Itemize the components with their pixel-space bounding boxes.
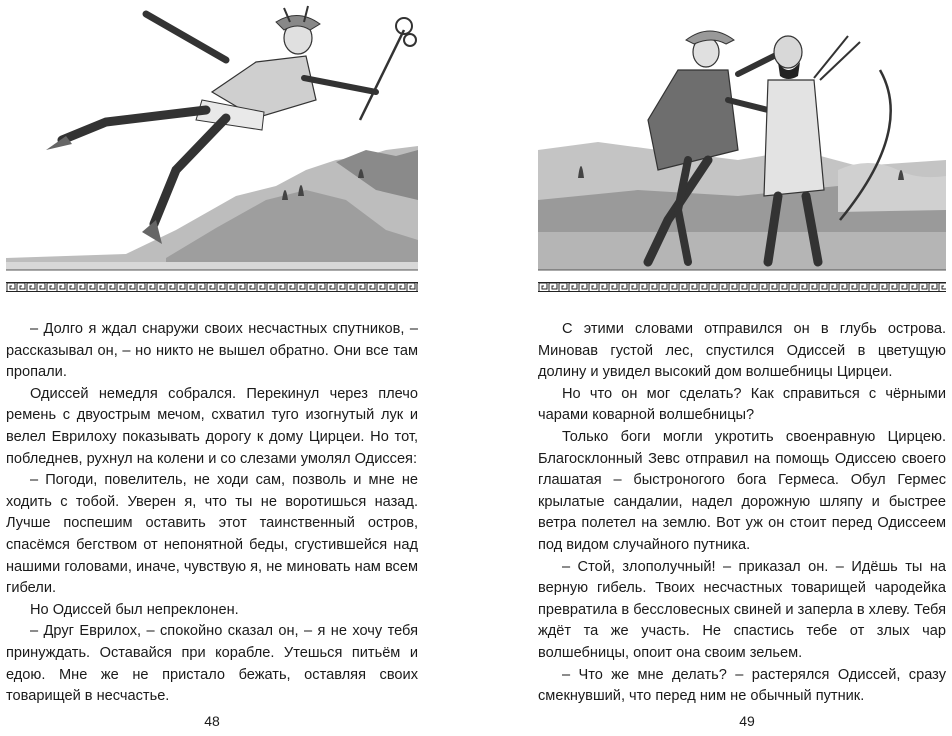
paragraph: Одиссей немедля собрался. Перекинул через плечо ремень с двуострым мечом, схватил туго изогнутый лук и велел Еврилоху показывать дорогу к дому Цирцеи. Но тот, побледнев, рухнул на колени и со слезами умолял Одиссея:: [6, 385, 418, 467]
paragraph: – Погоди, повелитель, не ходи сам, позволь и мне не ходить с тобой. Уверен я, что ты не воротишься назад. Лучше поспешим оставить этот таинственный остров, спасёмся бегством от непонятной беды, сгустившейся над нашими головами, иначе, чувствую я, не миновать нам всем гибели.: [6, 472, 418, 597]
right-page: [476, 0, 952, 736]
paragraph: – Друг Еврилох, – спокойно сказал он, – я не хочу тебя принуждать. Оставайся при корабле. Утешься питьём и едою. Мне же не пристало бежать, оставляя своих товарищей в несчастье.: [6, 623, 418, 705]
paragraph: Но Одиссей был непреклонен.: [30, 601, 239, 618]
right-page-text: [538, 319, 946, 708]
page-number: 49: [739, 713, 755, 729]
hermes-meets-odysseus-illustration: [538, 0, 946, 282]
paragraph: Но что он мог сделать? Как справиться с чёрными чарами коварной волшебницы?: [538, 385, 946, 424]
paragraph: – Что же мне делать? – растерялся Одиссей, сразу смекнувший, что перед ним не обычный путник.: [538, 666, 946, 705]
greek-key-border: [538, 282, 946, 292]
greek-key-border: [6, 282, 418, 292]
paragraph: С этими словами отправился он в глубь острова. Миновав густой лес, спустился Одиссей в цветущую долину и увидел высокий дом волшебницы Цирцеи.: [538, 321, 946, 381]
paragraph: – Стой, злополучный! – приказал он. – Идёшь ты на верную гибель. Твоих несчастных товарищей чародейка превратила в бессловесных свиней и заперла в хлеву. Тебя ждёт та же участь. Не спастись тебе от злых чар волшебницы, опоит она своим зельем.: [538, 558, 946, 661]
paragraph: Только боги могли укротить своенравную Цирцею. Благосклонный Зевс отправил на помощь Одиссею своего глашатая – быстроногого бога Гермеса. Обул Гермес крылатые сандалии, надел дорожную шляпу и быстрее ветра полетел на землю. Вот уж он стоит перед Одиссеем под видом случайного путника.: [538, 428, 946, 553]
left-page-text: [6, 319, 418, 708]
page-number: 48: [204, 713, 220, 729]
hermes-flying-illustration: [6, 0, 418, 282]
paragraph: – Долго я ждал снаружи своих несчастных спутников, – рассказывал он, – но никто не вышел обратно. Они все там пропали.: [6, 321, 418, 381]
